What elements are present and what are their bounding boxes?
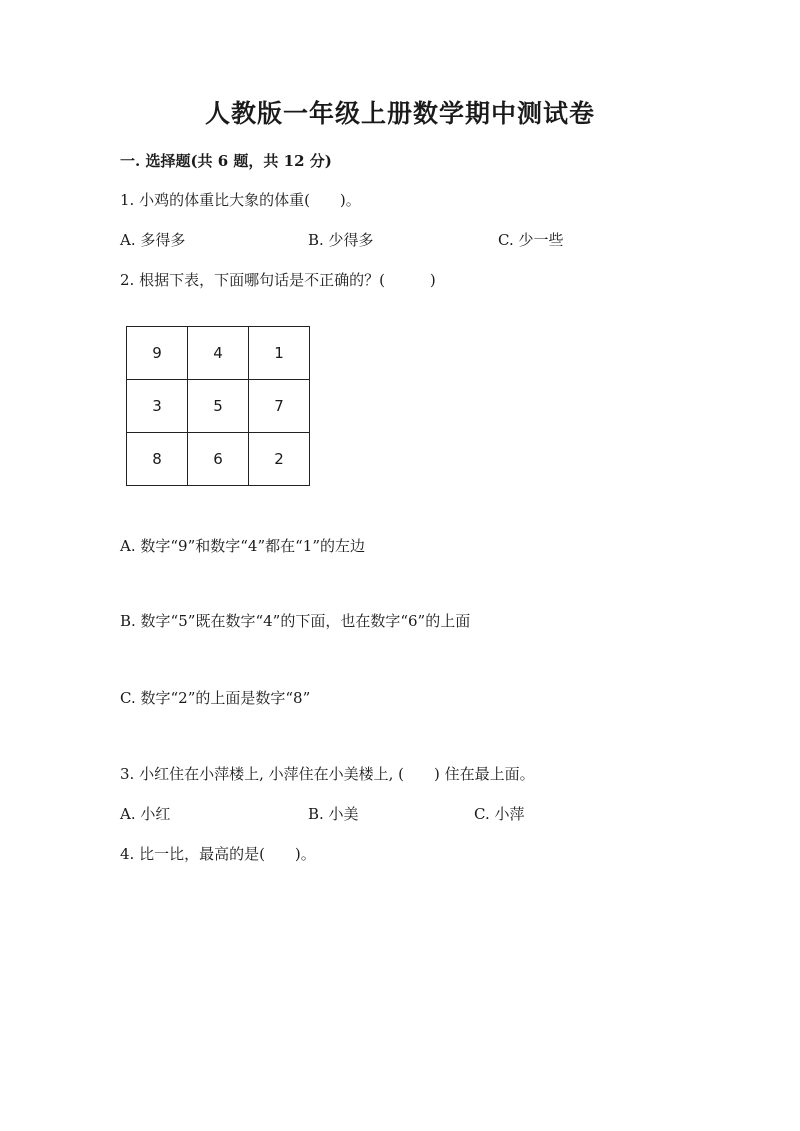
table-cell: 3 — [127, 380, 188, 433]
table-cell: 9 — [127, 327, 188, 380]
question-3-option-b: B. 小美 — [308, 805, 359, 823]
question-3-stem: 3. 小红住在小萍楼上, 小萍住在小美楼上, ( ) 住在最上面。 — [120, 765, 535, 783]
section-heading: 一. 选择题(共 6 题，共 12 分) — [120, 152, 332, 170]
question-2-stem: 2. 根据下表，下面哪句话是不正确的？( ) — [120, 271, 436, 289]
question-2-option-b: B. 数字“5”既在数字“4”的下面，也在数字“6”的上面 — [120, 612, 471, 630]
table-cell: 8 — [127, 433, 188, 486]
question-1-option-c: C. 少一些 — [498, 231, 564, 249]
question-1-option-a: A. 多得多 — [120, 231, 186, 249]
question-4-stem: 4. 比一比，最高的是( )。 — [120, 845, 316, 863]
number-grid-table — [126, 326, 310, 486]
table-cell: 5 — [188, 380, 249, 433]
table-cell: 6 — [188, 433, 249, 486]
question-2-option-a: A. 数字“9”和数字“4”都在“1”的左边 — [120, 537, 366, 555]
question-3-option-a: A. 小红 — [120, 805, 171, 823]
question-3-option-c: C. 小萍 — [474, 805, 525, 823]
question-1-option-b: B. 少得多 — [308, 231, 374, 249]
page-title: 人教版一年级上册数学期中测试卷 — [204, 99, 595, 128]
table-cell: 7 — [249, 380, 310, 433]
question-2-option-c: C. 数字“2”的上面是数字“8” — [120, 689, 311, 707]
table-cell: 2 — [249, 433, 310, 486]
table-cell: 1 — [249, 327, 310, 380]
table-row — [127, 327, 310, 380]
table-row — [127, 433, 310, 486]
table-cell: 4 — [188, 327, 249, 380]
table-row — [127, 380, 310, 433]
question-1-stem: 1. 小鸡的体重比大象的体重( )。 — [120, 191, 361, 209]
